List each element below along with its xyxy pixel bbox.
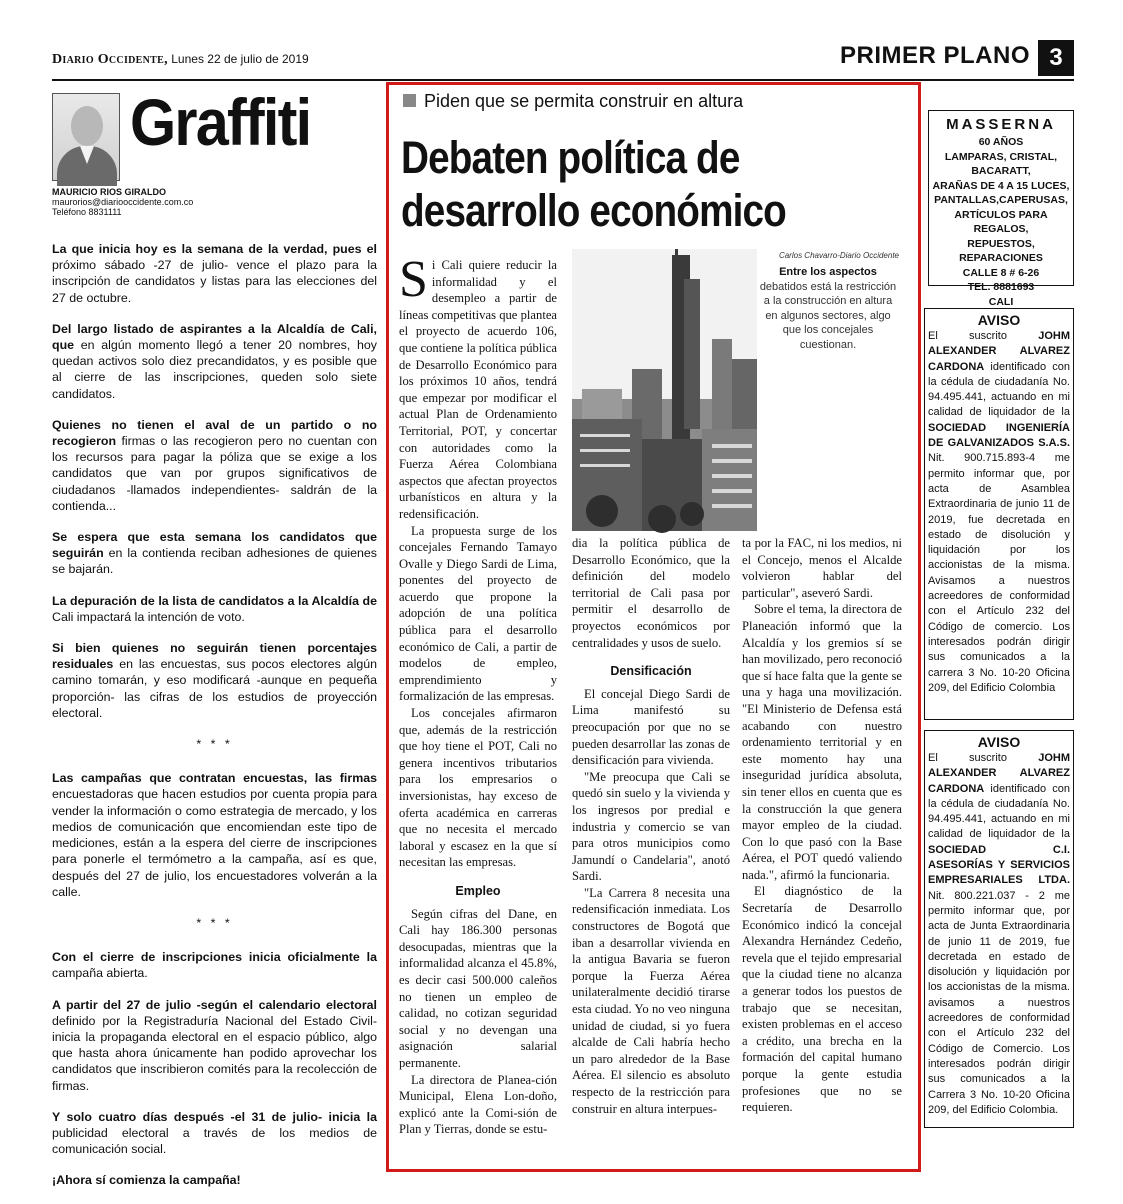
article-paragraph: dia la política pública de Desarrollo Económico, que la definición del modelo territorial de Cali pasa por permitir el desarrollo de proyectos económicos por centralidades y usos de suelo.: [572, 536, 730, 650]
headline-line: desarrollo económico: [401, 185, 786, 236]
subhead-densificacion: Densificación: [610, 664, 692, 679]
kicker-text: Piden que se permita construir en altura: [424, 91, 744, 111]
article-paragraph: "La Carrera 8 necesita una redensificación inmediata. Los constructores de Bogotá que iban a desarrollar vivienda en la antigua Bavaria se fueron porque la Fuerza Aérea unilateralmente decidió tirarse esta ciudad. Yo no veo ninguna unidad de ciudad, si yo fuera alcalde de Cali habría hecho un paro alrededor de la Base Aérea. El silencio es absoluto respecto de la restricción para construir en altura interpues-: [572, 885, 730, 1116]
graffiti-paragraph: ¡Ahora sí comienza la campaña!: [52, 1173, 241, 1188]
article-frame: [386, 82, 921, 1172]
aviso-notice-2: [924, 730, 1074, 1128]
article-paragraph: "Me preocupa que Cali se quedó sin suelo y la vivienda y los ingresos por predial e industria y comercio se van para otros municipios como Jamundí o Candelaria", anotó Sardi.: [572, 769, 730, 884]
separator: * * *: [196, 915, 233, 930]
masserna-ad: [928, 110, 1074, 308]
ad-line: LAMPARAS, CRISTAL,: [944, 150, 1058, 163]
article-column-2: [572, 535, 730, 1117]
graffiti-paragraph: Si bien quienes no seguirán tienen porcentajes residuales en las encuestas, sus pocos electores algún camino tomarán, y eso modificará -aunque en pequeña proporción- las cifras de los estudios de proyección electoral.: [52, 641, 377, 720]
masthead: [52, 40, 1074, 78]
graffiti-paragraph: La que inicia hoy es la semana de la verdad, pues el próximo sábado -27 de julio- vence el plazo para la inscripción de candidatos y listas para las elecciones del 27 de octubre.: [52, 242, 377, 305]
aviso-notice-1: [924, 308, 1074, 720]
subhead-empleo: Empleo: [455, 883, 501, 898]
article-paragraph: Según cifras del Dane, en Cali hay 186.300 personas desocupadas, mientras que la informalidad alcanza el 45.8%, es decir casi 500.000 caleños no tienen un empleo de calidad, no cotizan seguridad social y no devengan una asignación salarial permanente.: [399, 906, 557, 1070]
headline: [401, 131, 840, 237]
kicker-square-icon: [403, 94, 416, 107]
graffiti-paragraph: Quienes no tienen el aval de un partido o no recogieron firmas o las recogieron pero no cuentan con los recursos para pagar la póliza que se exige a los candidatos que van por grupos significativos de ciudadanos -llamados independientes- saldrán de la contienda...: [52, 417, 377, 513]
aviso-body: El suscrito JOHM ALEXANDER ALVAREZ CARDONA identificado con la cédula de ciudadanía No. 94.495.441, actuando en mi calidad de liquidador de la SOCIEDAD INGENIERÍA DE GALVANIZADOS S.A.S. Nit. 900.715.893-4 me permito informar que, por acta de Asamblea Extraordinaria de junio 11 de 2019, fue decretada en estado de disolución y liquidación por los accionistas de la misma. Avisamos a nuestros acreedores de conformidad con el Artículo 232 del Código de comercio. Los interesados podrán dirigir sus comunicados a la carrera 3 No. 10-20 Oficina 209, del Edificio Colombia: [928, 330, 1070, 694]
author-block: [52, 187, 377, 217]
article-column-3: [742, 535, 902, 1116]
graffiti-paragraph: Y solo cuatro días después -el 31 de julio- inicia la publicidad electoral a través de los medios de comunicación social.: [52, 1109, 377, 1157]
article-paragraph: ta por la FAC, ni los medios, ni el Concejo, menos el Alcalde volvieron hablar del particular", aseveró Sardi.: [742, 536, 902, 600]
article-paragraph: La propuesta surge de los concejales Fernando Tamayo Ovalle y Diego Sardi de Lima, ponentes del proyecto de acuerdo que propone la adopción de una política pública para el desarrollo económico de Cali, a partir de modelos de empleo, emprendimiento y formalización de las empresas.: [399, 523, 557, 704]
graffiti-paragraph: Se espera que esta semana los candidatos que seguirán en la contienda reciban adhesiones de quienes se bajarán.: [52, 530, 377, 577]
article-paragraph: Sobre el tema, la directora de Planeación informó que la Alcaldía y los gremios sí se han movilizado, pero reconoció que sí hace falta que la gente se una y haga una movilización. "El Ministerio de Defensa está acabando con nuestro ordenamiento territorial y en este momento hay una inseguridad jurídica absoluta, sin tener ellos en cuenta que es la construcción la que genera mayor empleo de la ciudad. Con lo que pasó con la Base Aérea, el POT quedó valiendo nada.", afirmó la funcionaria.: [742, 602, 902, 882]
author-phone: Teléfono 8831111: [52, 207, 122, 217]
graffiti-paragraph: Las campañas que contratan encuestas, las firmas encuestadoras que hacen estudios por cuenta propia para vender la información o como estrategia de mercado, y los medios de comunicación que encomiendan este tipo de mediciones, están a la espera del cierre de inscripciones para ponerle el termómetro a la campaña, así es que, después del 27 de julio, los encuestadores volverán a la calle.: [52, 771, 377, 899]
article-photo: [572, 249, 757, 531]
ad-line: 60 AÑOS: [978, 136, 1024, 148]
article-column-1: [399, 251, 557, 1138]
graffiti-title: Graffiti: [130, 85, 311, 159]
article-paragraph: El diagnóstico de la Secretaría de Desarrollo Económico indicó la concejal Alexandra Hernández Cedeño, revela que el tejido empresarial que la ciudad tiene no alcanza a generar todos los puestos de trabajo que se necesitan, existen problemas en el acceso a crédito, una brecha en la formación del capital humano porque la gente estudia profesiones que no se requieren.: [742, 884, 902, 1115]
author-name: MAURICIO RIOS GIRALDO: [52, 187, 166, 197]
ad-line: TEL. 8881693: [967, 281, 1035, 293]
author-photo: [52, 93, 120, 181]
separator: * * *: [196, 737, 233, 752]
headline-line: Debaten política de: [401, 132, 740, 183]
graffiti-paragraph: La depuración de la lista de candidatos a la Alcaldía de Cali impactará la intención de voto.: [52, 593, 377, 624]
page-number: 3: [1038, 40, 1074, 76]
drop-cap: S: [399, 251, 428, 308]
aviso-title: AVISO: [977, 312, 1021, 328]
article-paragraph: Los concejales afirmaron que, además de la restricción que hoy tiene el POT, Cali no genera incentivos tributarios para los empresarios o inversionistas, hay exceso de oferta académica en carreras que no necesita el mercado laboral y escasez en la que sí necesitan las empresas.: [399, 706, 557, 870]
masthead-left: [52, 52, 309, 68]
graffiti-paragraph: Del largo listado de aspirantes a la Alcaldía de Cali, que en algún momento llegó a tener 20 nombres, hoy quedan activos solo diez precandidatos, y es posible que al cierre de las inscripciones, queden solo siete candidatos.: [52, 321, 377, 401]
ad-line: BACARATT,: [971, 165, 1031, 177]
graffiti-paragraph: A partir del 27 de julio -según el calendario electoral definido por la Registraduría Nacional del Estado Civil- inicia la propaganda electoral en el espacio público, algo que hasta ahora únicamente han podido aprovechar los candidatos que inscribieron comités para la recolección de firmas.: [52, 997, 377, 1093]
paper-name: Diario Occidente,: [52, 52, 168, 67]
ad-line: ARAÑAS DE 4 A 15 LUCES,: [932, 179, 1070, 192]
photo-caption: Entre los aspectos debatidos está la restricción a la construcción en altura en algunos sectores, algo que los concejales cuestionan.: [759, 266, 897, 351]
aviso-body: El suscrito JOHM ALEXANDER ALVAREZ CARDONA identificado con la cédula de ciudadanía No. 94.495.441, actuando en mi calidad de liquidador de la SOCIEDAD C.I. ASESORÍAS Y SERVICIOS EMPRESARIALES LTDA. Nit. 800.221.037 - 2 me permito informar que, por acta de Junta Extraordinaria de junio 11 de 2019, fue decretada en estado de disolución y liquidación por los accionistas de la misma. avisamos a nuestros acreedores de conformidad con el Artículo 232 del Código de Comercio. Los interesados podrán dirigir sus comunicados a la Carrera 3 No. 10-20 Oficina 209, del Edificio Colombia.: [928, 752, 1070, 1116]
ad-line: PANTALLAS,CAPERUSAS,: [934, 194, 1068, 206]
graffiti-paragraph: Con el cierre de inscripciones inicia oficialmente la campaña abierta.: [52, 950, 377, 981]
issue-date: Lunes 22 de julio de 2019: [171, 52, 309, 66]
article-paragraph: Si Cali quiere reducir la informalidad y el desempleo a partir de líneas competitivas que plantea el proyecto de acuerdo 106, que contiene la política pública de Desarrollo Económico para los próximos 10 años, tendrá que empezar por modificar el actual Plan de Ordenamiento Territorial, POT, y concertar con autoridades como la Fuerza Aérea Colombiana aspectos que afectan proyectos urbanísticos en altura y la redensificación.: [399, 251, 557, 521]
article-paragraph: La directora de Planea-ción Municipal, Elena Lon-doño, explicó ante la Comi-sión de Plan y Tierras, donde se estu-: [399, 1072, 557, 1137]
ad-line: CALLE 8 # 6-26: [962, 266, 1040, 279]
author-email: maurorios@diariooccidente.com.co: [52, 197, 194, 207]
article-paragraph: El concejal Diego Sardi de Lima manifestó su preocupación por que no se pueden desarrollar las zonas de densificación para vivienda.: [572, 686, 730, 768]
ad-line: CALI: [988, 295, 1014, 308]
kicker: [403, 91, 743, 112]
graffiti-body: [52, 241, 377, 1204]
aviso-title: AVISO: [977, 734, 1021, 750]
cityscape-image: [572, 249, 757, 531]
ad-line: REPUESTOS, REPARACIONES: [959, 237, 1043, 264]
masthead-rule: [52, 79, 1074, 81]
section-title: PRIMER PLANO: [839, 42, 1030, 69]
ad-line: ARTÍCULOS PARA REGALOS,: [954, 208, 1048, 235]
ad-brand: MASSERNA: [946, 116, 1056, 133]
photo-credit: Carlos Chavarro-Diario Occidente: [778, 251, 899, 260]
